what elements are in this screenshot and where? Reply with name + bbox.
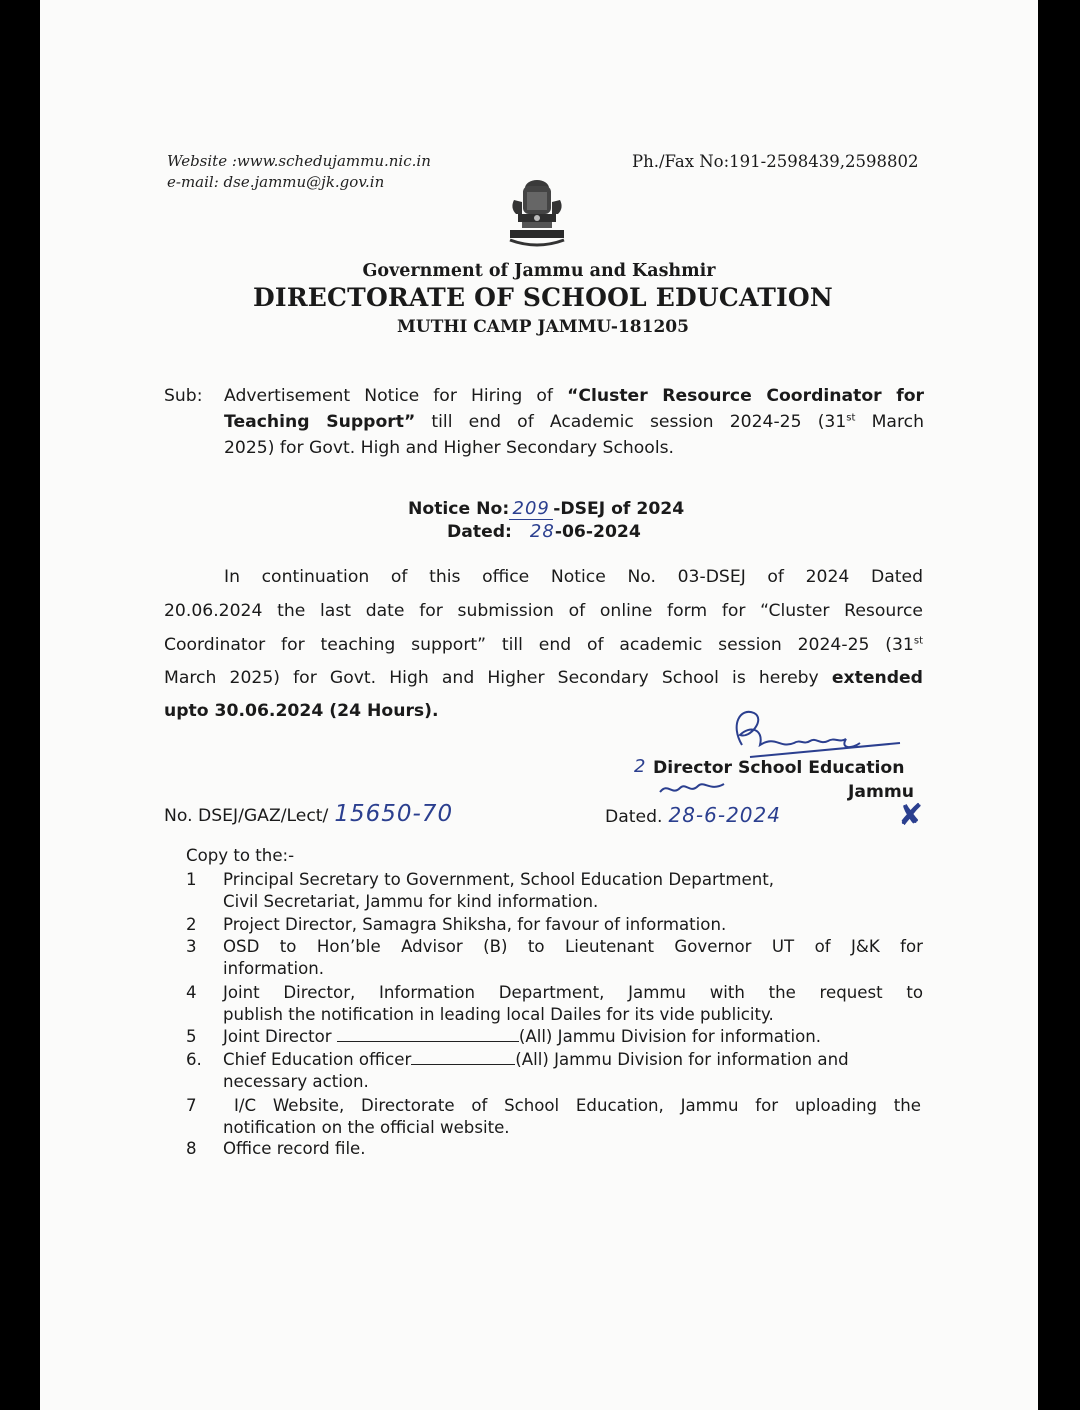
copy-heading: Copy to the:- <box>186 846 295 865</box>
body-line-2: 20.06.2024 the last date for submission of online form for “Cluster Resource <box>164 601 923 621</box>
body-line-5: upto 30.06.2024 (24 Hours). <box>164 701 439 721</box>
national-emblem-icon <box>500 178 574 250</box>
address-title: MUTHI CAMP JAMMU-181205 <box>397 317 689 337</box>
body-line-3: Coordinator for teaching support” till end of academic session 2024-25 (31st <box>164 635 923 655</box>
subject-line-1: Advertisement Notice for Hiring of “Cluster Resource Coordinator for <box>224 386 924 406</box>
government-title: Government of Jammu and Kashmir <box>362 261 716 281</box>
document-page: Website :www.schedujammu.nic.in e-mail: dse.jammu@jk.gov.in Ph./Fax No:191-2598439,2598802 Government of Jammu and Kashmir DIRECTORATE OF SCHOOL EDUCATION MUTHI CAMP JAMMU-181205 Sub: Advertisement Notice for Hiring of “Cluster Resource Coordinator for Teaching Support” till end of Academic session 2024-25 (31st March 2025) for Govt. High and Higher Secondary Schools. Notice No: 209 -DSEJ of 2024 Dated: 28-06-2024 In continuation of this office Notice No. 03-DSEJ of 2024 Dated 20.06.2024 the last date for submission of online form for “Cluster Resource Coordinator for teaching support” till end of academic session 2024-25 (31st March 2025) for Govt. High and Higher Secondary School is hereby extended upto 30.06.2024 (24 Hours). 2 Director School Education Jammu ✘ No. DSEJ/GAZ/Lect/ 15650-70 Dated. 28-6-2024 Copy to the:- 1 Principal Secretary to Government, School Education Department, Civil Secretariat, Jammu for kind information. 2 Project Director, Samagra Shiksha, for favour of information. 3 OSD to Hon’ble Advisor (B) to Lieutenant Governor UT of J&K for information. 4 Joint Director, Information Department, Jammu with the request to publish the notification in leading local Dailes for its vide publicity. 5 Joint Director (All) Jammu Division for information. 6. Chief Education officer (All) Jammu Division for information and necessary action. 7 I/C Website, Directorate of School Education, Jammu for uploading the notification on the official website. 8 Office record file. <box>40 0 1038 1410</box>
subject-line-2: Teaching Support” till end of Academic session 2024-25 (31st March <box>224 412 924 432</box>
subject-line-3: 2025) for Govt. High and Higher Secondary Schools. <box>224 438 675 458</box>
initial-mark: ✘ <box>898 798 925 833</box>
body-line-4: March 2025) for Govt. High and Higher Secondary School is hereby extended <box>164 668 923 688</box>
signature-scribble-icon <box>720 705 910 765</box>
website-text: Website :www.schedujammu.nic.in <box>167 152 431 170</box>
phone-text: Ph./Fax No:191-2598439,2598802 <box>632 152 919 171</box>
signatory-place: Jammu <box>848 782 915 802</box>
signature-hand-prefix: 2 <box>634 756 647 777</box>
signatory-title: Director School Education <box>653 758 905 778</box>
reference-number: No. DSEJ/GAZ/Lect/ 15650-70 <box>164 801 454 827</box>
body-line-1: In continuation of this office Notice No. 03-DSEJ of 2024 Dated <box>224 567 923 587</box>
subject-label: Sub: <box>164 386 203 406</box>
reference-date: Dated. 28-6-2024 <box>605 803 781 827</box>
notice-number: Notice No: 209 -DSEJ of 2024 <box>408 498 685 519</box>
email-text: e-mail: dse.jammu@jk.gov.in <box>167 173 385 191</box>
directorate-title: DIRECTORATE OF SCHOOL EDUCATION <box>253 283 833 312</box>
notice-date: Dated: 28-06-2024 <box>447 521 641 542</box>
initial-scribble-icon <box>658 778 728 800</box>
